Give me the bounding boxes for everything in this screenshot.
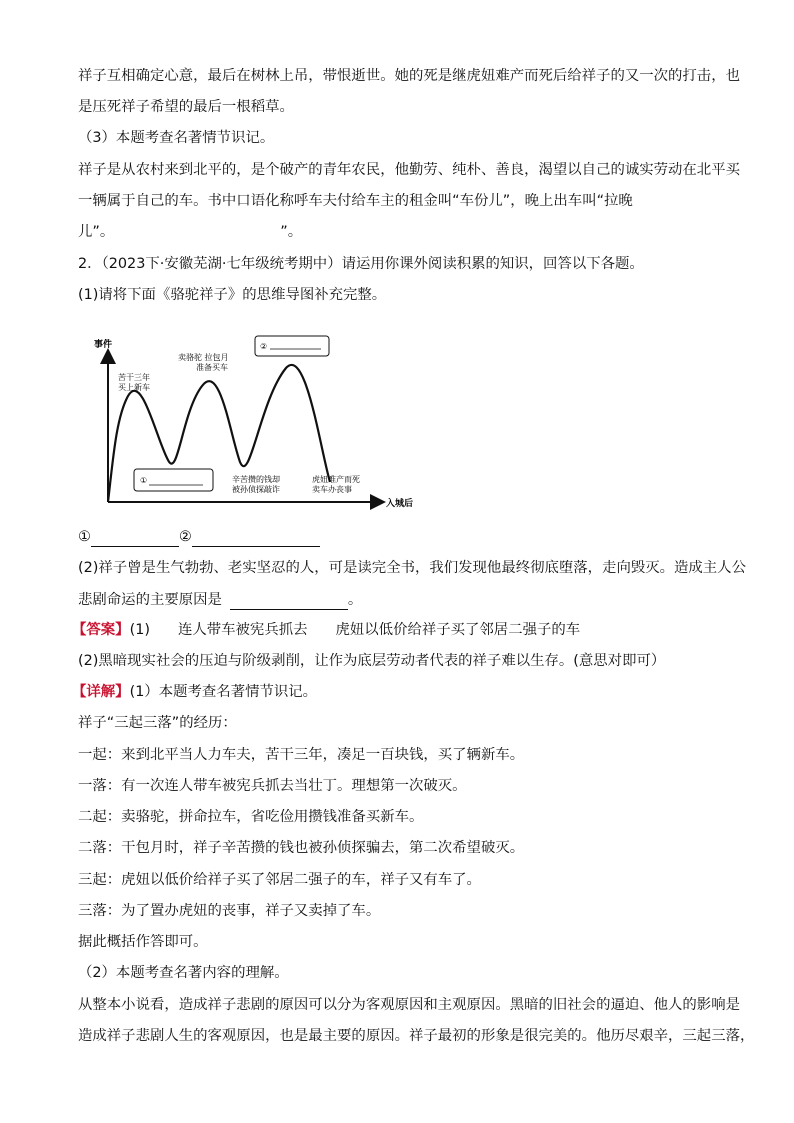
detail-1: (1）本题考查名著情节识记。 (129, 684, 318, 700)
text-line: 三落：为了置办虎妞的丧事，祥子又卖掉了车。 (78, 903, 381, 919)
text-line: 一辆属于自己的车。书中口语化称呼车夫付给车主的租金叫“车份儿”，晚上出车叫“拉晚 (78, 193, 633, 209)
answer-1-number: (1) (129, 622, 150, 638)
text-line (78, 222, 723, 242)
detail-line (72, 682, 717, 702)
text-line: 是压死祥子希望的最后一根稻草。 (78, 99, 294, 115)
answer-line-1 (72, 620, 717, 640)
text-line: 二落：干包月时，祥子辛苦攒的钱也被孙侦探骗去，第二次希望破灭。 (78, 840, 525, 856)
text-line: 三起：虎妞以低价给祥子买了邻居二强子的车，祥子又有车了。 (78, 872, 481, 888)
blank-1[interactable] (91, 530, 179, 547)
question-2-1: (1)请将下面《骆驼祥子》的思维导图补充完整。 (78, 287, 387, 303)
blank-box-2-label: ② (260, 342, 268, 351)
answer-line-2: (2)黑暗现实社会的压迫与阶级剥削，让作为底层劳动者代表的祥子难以生存。(意思对即可） (78, 653, 666, 669)
text-line: 祥子互相确定心意，最后在树林上吊，带恨逝世。她的死是继虎妞难产而死后给祥子的又一次的打击，也 (78, 68, 740, 84)
text-fragment: 悲剧命运的主要原因是 (78, 592, 222, 608)
text-line: 从整本小说看，造成祥子悲剧的原因可以分为客观原因和主观原因。黑暗的旧社会的逼迫、他人的影响是 (78, 997, 740, 1013)
blank-3[interactable] (230, 593, 348, 610)
answer-1a: 连人带车被宪兵抓去 (177, 622, 308, 638)
question-2-title: 2．（2023下·安徽芜湖·七年级统考期中）请运用你课外阅读积累的知识，回答以下各题。 (78, 256, 644, 272)
text-line: （3）本题考查名著情节识记。 (78, 130, 275, 146)
text-line: 一落：有一次连人带车被宪兵抓去当壮丁。理想第一次破灭。 (78, 778, 467, 794)
peak1-label: 苦干三年 买上新车 (118, 373, 150, 392)
text-line: 二起：卖骆驼，拼命拉车，省吃俭用攒钱准备买新车。 (78, 809, 424, 825)
text-line: 一起：来到北平当人力车夫，苦干三年，凑足一百块钱，买了辆新车。 (78, 747, 525, 763)
detail-tag: 【详解】 (72, 684, 130, 700)
blank-2[interactable] (192, 530, 320, 547)
peak2-label: 卖骆驼 拉包月 准备买车 (178, 353, 229, 372)
trough3-label: 虎妞难产而死 卖车办丧事 (312, 475, 360, 494)
answer-1b: 虎妞以低价给祥子买了邻居二强子的车 (335, 622, 581, 638)
text-line: 祥子“三起三落”的经历： (78, 715, 237, 731)
answer-tag: 【答案】 (72, 622, 130, 638)
blank-1-label: ① (78, 529, 91, 545)
question-2-2: (2)祥子曾是生气勃勃、老实坚忍的人，可是读完全书，我们发现他最终彻底堕落，走向毁灭。造成主人公 (78, 560, 746, 576)
x-axis-label: 入城后 (386, 499, 414, 509)
text-fragment: 。 (347, 592, 363, 608)
text-fragment: ”。 (280, 224, 303, 240)
blank-box-1-label: ① (140, 476, 148, 485)
text-fragment: 儿”。 (78, 224, 115, 240)
text-line: 造成祥子悲剧人生的客观原因，也是最主要的原因。祥子最初的形象是很完美的。他历尽艰辛，三起三落， (78, 1028, 755, 1044)
text-line: 据此概括作答即可。 (78, 934, 208, 950)
mind-map-diagram (80, 330, 420, 515)
y-axis-label: 事件 (94, 340, 113, 350)
trough2-label: 辛苦攒的钱却 被孙侦探敲诈 (232, 475, 280, 494)
text-line: （2）本题考查名著内容的理解。 (78, 965, 289, 981)
text-line: 祥子是从农村来到北平的，是个破产的青年农民，他勤劳、纯朴、善良，渴望以自己的诚实劳动在北平买 (78, 162, 740, 178)
blank-line-answers (78, 527, 723, 547)
text-line (78, 590, 723, 610)
blank-2-label: ② (178, 529, 192, 545)
